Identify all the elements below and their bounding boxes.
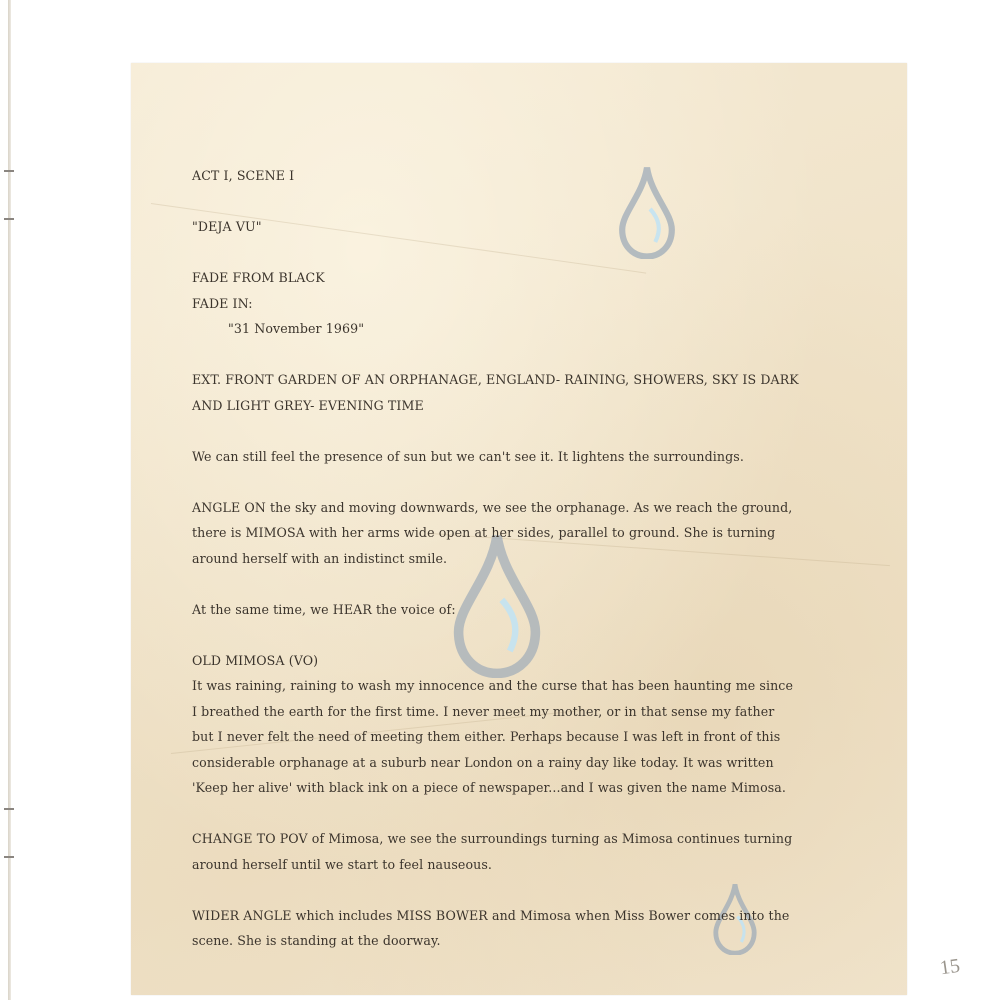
date-caption: "31 November 1969" [228, 321, 365, 336]
action-paragraph: At the same time, we HEAR the voice of: [192, 601, 456, 617]
scene-heading: ACT I, SCENE I [192, 168, 295, 183]
transition-fade-in: FADE IN: [192, 295, 253, 311]
staple-mark [4, 170, 14, 172]
action-line: CHANGE TO POV of Mimosa, we see the surroundings turning as Mimosa continues turning [192, 831, 793, 846]
scene-title: "DEJA VU" [192, 219, 262, 234]
action-line: scene. She is standing at the doorway. [192, 933, 441, 948]
binding-edge [8, 0, 11, 1000]
script-page [131, 63, 907, 995]
action-paragraph: We can still feel the presence of sun but we can't see it. It lightens the surroundings. [192, 448, 744, 464]
staple-mark [4, 808, 14, 810]
transition-fade-from-black: FADE FROM BLACK [192, 270, 325, 285]
page-number: 15 [938, 954, 962, 980]
action-line: ANGLE ON the sky and moving downwards, we see the orphanage. As we reach the ground, [192, 499, 793, 515]
staple-mark [4, 856, 14, 858]
slugline-line: AND LIGHT GREY- EVENING TIME [192, 397, 424, 413]
dialogue-line: 'Keep her alive' with black ink on a piece of newspaper...and I was given the name Mimosa. [192, 780, 787, 795]
dialogue-line: I breathed the earth for the first time. I never meet my mother, or in that sense my father [192, 703, 775, 719]
dialogue-line: It was raining, raining to wash my innocence and the curse that has been haunting me since [192, 678, 794, 693]
action-line: around herself with an indistinct smile. [192, 550, 448, 566]
dialogue-line: but I never felt the need of meeting them either. Perhaps because I was left in front of this [192, 729, 781, 744]
action-line: around herself until we start to feel nauseous. [192, 856, 493, 872]
slugline-line: EXT. FRONT GARDEN OF AN ORPHANAGE, ENGLAND- RAINING, SHOWERS, SKY IS DARK [192, 372, 799, 387]
screenplay-text [192, 163, 852, 954]
dialogue-line: considerable orphanage at a suburb near London on a rainy day like today. It was written [192, 754, 774, 770]
character-cue: OLD MIMOSA (VO) [192, 652, 319, 668]
staple-mark [4, 218, 14, 220]
action-line: WIDER ANGLE which includes MISS BOWER and Mimosa when Miss Bower comes into the [192, 907, 790, 923]
action-line: there is MIMOSA with her arms wide open at her sides, parallel to ground. She is turning [192, 525, 776, 540]
